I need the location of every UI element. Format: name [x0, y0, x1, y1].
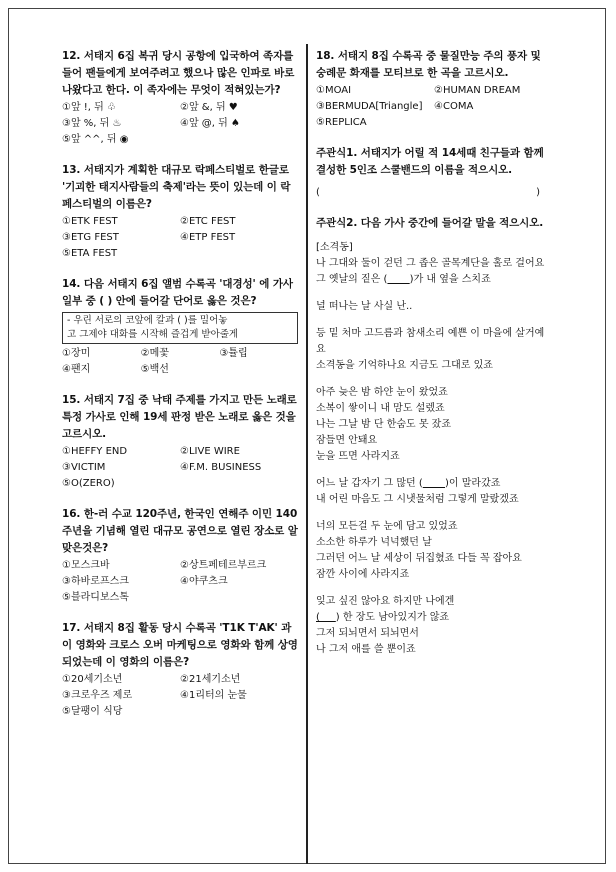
answer-blank [316, 185, 552, 201]
question-13-text: 13. 서태지가 계획한 대규모 락페스티벌로 한글로 '기괴한 태지사람들의 축제'라는 뜻이 있는데 이 락페스티벌의 이름은? [62, 164, 291, 210]
option: ②21세기소년 [180, 674, 241, 685]
lyric-text: ) 한 장도 남아있지가 않죠 [335, 612, 450, 623]
question-13-options [62, 214, 298, 262]
lyric-line: - 우린 서로의 코앞에 칼과 ( )를 밀어놓 [67, 315, 228, 326]
lyric-line: 소소한 하루가 넉넉했던 날 [316, 537, 432, 548]
option: ②상트페테르부르크 [180, 560, 267, 571]
option: ①ETK FEST [62, 216, 118, 227]
column-divider [306, 44, 308, 864]
lyric-line: 등 밑 처마 고드름과 참새소리 예쁜 이 마을에 살거예요 [316, 328, 545, 355]
option: ①HEFFY END [62, 446, 128, 457]
lyric-text: 어느 날 갑자기 그 많던 ( [316, 478, 423, 489]
option: ⑤REPLICA [316, 117, 367, 128]
option: ②메꽃 [140, 348, 169, 359]
lyric-line: 잠들면 안돼요 [316, 435, 378, 446]
open-paren: ( [316, 187, 320, 198]
question-15-options [62, 444, 298, 492]
question-16-options [62, 558, 298, 606]
lyric-line: 나는 그날 밤 단 한숨도 못 잤죠 [316, 419, 451, 430]
question-17-options [62, 672, 298, 720]
lyric-text: 그 옛날의 짙은 ( [316, 274, 388, 285]
lyric-line-blank [316, 476, 552, 492]
option: ②HUMAN DREAM [434, 85, 521, 96]
blank: ( [316, 612, 336, 623]
question-14-text: 14. 다음 서태지 6집 앨범 수록곡 '대경성' 에 가사 일부 중 ( ) 안에 들어갈 단어로 옳은 것은? [62, 278, 293, 307]
lyric-text: )가 내 옆을 스치죠 [409, 274, 491, 285]
option: ⑤ETA FEST [62, 248, 118, 259]
option: ③튤립 [219, 348, 248, 359]
option: ④ETP FEST [180, 232, 236, 243]
question-12-text: 12. 서태지 6집 복귀 당시 공항에 입국하여 족자를 들어 팬들에게 보여주려고 했으나 많은 인파로 바로 나왔다고 한다. 이 족자에는 무엇이 적혀있는가? [62, 50, 295, 96]
lyric-paragraph [316, 594, 552, 658]
option: ①20세기소년 [62, 674, 123, 685]
lyric-line: 널 떠나는 날 사실 난.. [316, 301, 413, 312]
question-12-options [62, 100, 298, 148]
option: ⑤달팽이 식당 [62, 706, 123, 717]
option: ①MOAI [316, 85, 352, 96]
short-answer-1 [316, 145, 552, 201]
question-18 [316, 48, 552, 131]
lyrics-block [316, 240, 552, 658]
right-column [316, 48, 552, 669]
option: ③하바로프스크 [62, 576, 129, 587]
lyric-line: 나 그대와 둘이 걷던 그 좁은 골목계단을 홀로 걸어요 [316, 258, 545, 269]
question-17-text: 17. 서태지 8집 활동 당시 수록곡 'T1K T'AK' 과 이 영화와 크로스 오버 마케팅으로 영화와 함께 상영되었는데 이 영화의 이름은? [62, 622, 298, 668]
lyric-paragraph [316, 476, 552, 508]
short-answer-1-text: 주관식1. 서태지가 어릴 적 14세때 친구들과 함께 결성한 5인조 스쿨밴드의 이름을 적으시오. [316, 147, 544, 176]
question-15 [62, 392, 298, 492]
lyrics-title: [소격동] [316, 242, 353, 253]
lyric-paragraph [316, 299, 552, 315]
option: ④야쿠츠크 [180, 576, 228, 587]
option: ①앞 !, 뒤 ♧ [62, 102, 116, 113]
lyric-line: 그저 되뇌면서 되뇌면서 [316, 628, 419, 639]
lyric-line: 소복이 쌓이니 내 맘도 설렜죠 [316, 403, 445, 414]
lyric-line: 고 그제야 대화를 시작해 즐겁게 받아줄게 [67, 329, 239, 340]
left-column [62, 48, 298, 734]
option: ④1리터의 눈물 [180, 690, 247, 701]
option: ①장미 [62, 348, 91, 359]
option: ④앞 @, 뒤 ♠ [180, 118, 240, 129]
option: ②앞 &, 뒤 ♥ [180, 102, 238, 113]
lyric-line: 소격동을 기억하나요 지금도 그대로 있죠 [316, 360, 493, 371]
blank [423, 478, 445, 489]
question-15-text: 15. 서태지 7집 중 낙태 주제를 가지고 만든 노래로 특정 가사로 인해 19세 판정 받은 노래로 옳은 것을 고르시오. [62, 394, 297, 440]
lyric-line: 나 그저 애를 쓸 뿐이죠 [316, 644, 416, 655]
short-answer-2 [316, 215, 552, 658]
lyric-line: 너의 모든걸 두 눈에 담고 있었죠 [316, 521, 458, 532]
option: ②LIVE WIRE [180, 446, 240, 457]
question-14-options [62, 346, 298, 378]
question-18-options [316, 83, 552, 131]
question-18-text: 18. 서태지 8집 수록곡 중 물질만능 주의 풍자 및 숭례문 화재를 모티브로 한 곡을 고르시오. [316, 50, 541, 79]
lyric-paragraph [316, 326, 552, 374]
lyric-line-blank [316, 272, 552, 288]
lyric-line: 내 어린 마음도 그 시냇물처럼 그렇게 말랐겠죠 [316, 494, 519, 505]
option: ⑤블라디보스톡 [62, 592, 129, 603]
lyric-line: 잠깐 사이에 사라지죠 [316, 569, 410, 580]
lyric-line: 아주 늦은 밤 하얀 눈이 왔었죠 [316, 387, 448, 398]
lyric-line: 잊고 싶진 않아요 하지만 나에겐 [316, 596, 455, 607]
lyric-line: 그러던 어느 날 세상이 뒤집혔죠 다들 꼭 잡아요 [316, 553, 522, 564]
option: ③BERMUDA[Triangle] [316, 101, 423, 112]
option: ③크로우즈 제로 [62, 690, 133, 701]
lyric-paragraph [316, 385, 552, 465]
blank [387, 274, 409, 285]
question-13 [62, 162, 298, 262]
question-17 [62, 620, 298, 720]
option: ②ETC FEST [180, 216, 236, 227]
option: ⑤O(ZERO) [62, 478, 115, 489]
lyric-excerpt-box [62, 312, 298, 344]
option: ③ETG FEST [62, 232, 119, 243]
question-14 [62, 276, 298, 378]
question-16-text: 16. 한-러 수교 120주년, 한국인 연해주 이민 140주년을 기념해 열린 대규모 공연으로 열린 장소로 알 맞은것은? [62, 508, 298, 554]
option: ④팬지 [62, 364, 91, 375]
option: ④COMA [434, 101, 474, 112]
close-paren: ) [536, 187, 540, 198]
lyric-line-blank [316, 610, 552, 626]
lyric-paragraph [316, 519, 552, 583]
option: ①모스크바 [62, 560, 110, 571]
option: ④F.M. BUSINESS [180, 462, 262, 473]
short-answer-2-text: 주관식2. 다음 가사 중간에 들어갈 말을 적으시오. [316, 217, 544, 229]
lyric-text: )이 말라갔죠 [445, 478, 501, 489]
question-16 [62, 506, 298, 606]
lyrics-title-block [316, 240, 552, 288]
lyric-line: 눈을 뜨면 사라지죠 [316, 451, 400, 462]
question-12 [62, 48, 298, 148]
option: ③앞 %, 뒤 ♨ [62, 118, 122, 129]
option: ③VICTIM [62, 462, 106, 473]
option: ⑤백선 [140, 364, 169, 375]
option: ⑤앞 ^^, 뒤 ◉ [62, 134, 129, 145]
